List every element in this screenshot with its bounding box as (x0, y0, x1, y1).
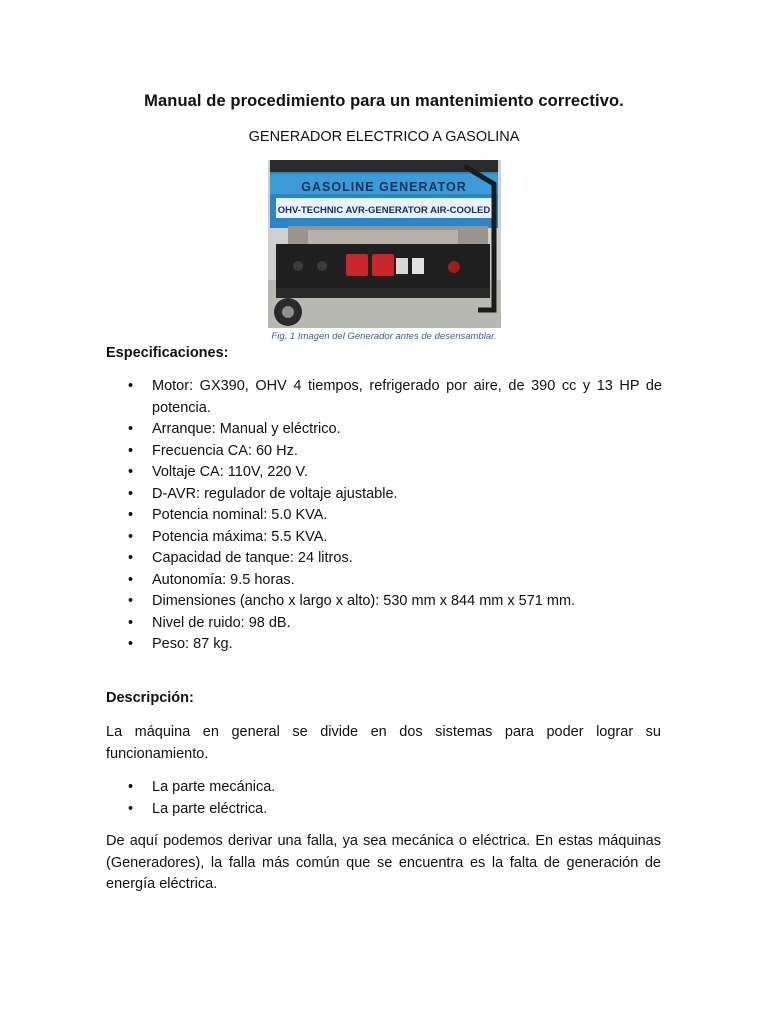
bullet-icon: • (128, 614, 134, 631)
banner-line2: OHV-TECHNIC AVR-GENERATOR AIR-COOLED (277, 205, 491, 216)
bullet-icon: • (128, 421, 134, 437)
spec-item-text: Peso: 87 kg. (152, 636, 233, 652)
spec-item (106, 591, 662, 613)
bullet-icon: • (128, 550, 134, 566)
spec-item (106, 462, 662, 484)
bullet-icon: • (128, 528, 134, 545)
bullet-icon: • (128, 442, 134, 459)
spec-item-text: D-AVR: regulador de voltaje ajustable. (152, 485, 398, 502)
bullet-icon: • (128, 464, 134, 480)
spec-item-text: Capacidad de tanque: 24 litros. (152, 550, 353, 566)
bullet-icon: • (128, 800, 134, 817)
specifications-list (106, 376, 662, 656)
part-item-text: La parte mecánica. (152, 779, 276, 795)
bullet-icon: • (128, 636, 134, 652)
spec-item-text: Autonomía: 9.5 horas. (152, 571, 295, 588)
spec-item-text: Potencia máxima: 5.5 KVA. (152, 528, 328, 545)
spec-item (106, 527, 662, 549)
description-paragraph: La máquina en general se divide en dos sistemas para poder lograr su funcionamiento. (106, 724, 661, 762)
bullet-icon: • (128, 571, 134, 588)
spec-item (106, 505, 662, 527)
banner-line1: GASOLINE GENERATOR (301, 180, 467, 194)
spec-item (106, 548, 662, 570)
failure-paragraph: De aquí podemos derivar una falla, ya sea mecánica o eléctrica. En estas máquinas (Generadores), la falla más común que se encuentra es la falta de generación de energía eléctrica. (106, 833, 661, 892)
bullet-icon: • (128, 593, 134, 609)
specifications-heading: Especificaciones: (106, 345, 229, 361)
parts-list (106, 777, 662, 820)
bullet-icon: • (128, 779, 134, 795)
spec-item (106, 484, 662, 506)
bullet-icon: • (128, 507, 134, 523)
part-item (106, 799, 662, 821)
spec-item (106, 570, 662, 592)
document-subtitle: GENERADOR ELECTRICO A GASOLINA (248, 129, 520, 145)
bullet-icon: • (128, 378, 134, 394)
spec-item (106, 441, 662, 463)
generator-photo (268, 160, 501, 328)
figure-caption: Fig. 1 Imagen del Generador antes de desensamblar. (271, 331, 497, 342)
spec-item (106, 419, 662, 441)
spec-item (106, 376, 662, 419)
spec-item-text: Nivel de ruido: 98 dB. (152, 614, 291, 631)
spec-item (106, 634, 662, 656)
spec-item-text: Potencia nominal: 5.0 KVA. (152, 507, 328, 523)
spec-item-text: Arranque: Manual y eléctrico. (152, 421, 341, 437)
spec-item-text: Motor: GX390, OHV 4 tiempos, refrigerado por aire, de 390 cc y 13 HP de potencia. (152, 378, 662, 416)
spec-item-text: Dimensiones (ancho x largo x alto): 530 mm x 844 mm x 571 mm. (152, 593, 576, 609)
spec-item-text: Voltaje CA: 110V, 220 V. (152, 464, 308, 480)
document-title: Manual de procedimiento para un mantenimiento correctivo. (144, 92, 624, 110)
part-item-text: La parte eléctrica. (152, 800, 268, 817)
description-heading: Descripción: (106, 690, 194, 706)
spec-item (106, 613, 662, 635)
bullet-icon: • (128, 485, 134, 502)
spec-item-text: Frecuencia CA: 60 Hz. (152, 442, 298, 459)
part-item (106, 777, 662, 799)
